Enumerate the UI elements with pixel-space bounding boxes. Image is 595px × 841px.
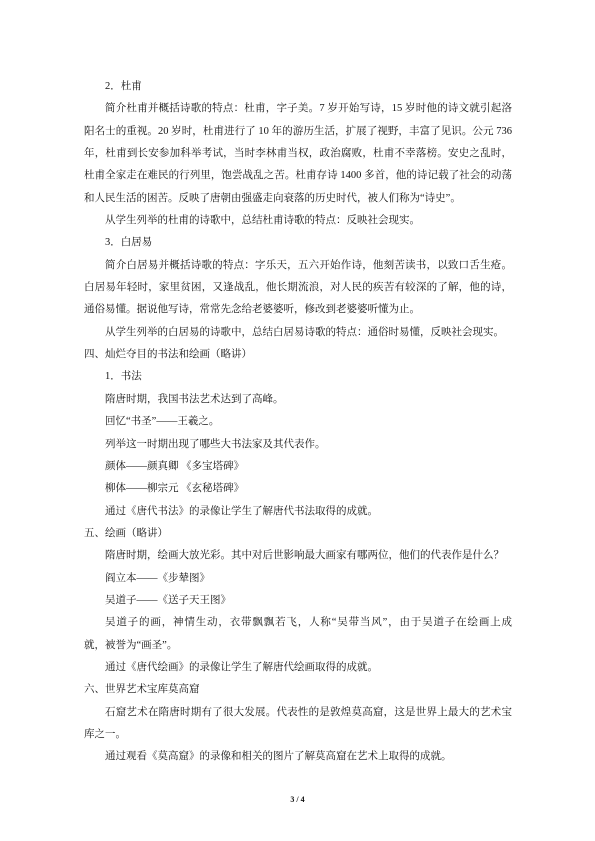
subheading-bai-juyi: [84, 232, 512, 254]
paragraph-bai-juyi-intro: [84, 255, 512, 322]
paragraph-wu-daozi: [84, 612, 512, 657]
subheading-text: 3．白居易: [105, 237, 153, 249]
subheading-text: 1．书法: [105, 371, 142, 383]
text-line: 杜甫全家走在难民的行列里，饱尝战乱之苦。杜甫存诗 1400 多首，他的诗记载了社会的动荡: [84, 170, 512, 182]
paragraph: [84, 657, 512, 679]
list-item: [84, 456, 512, 478]
text-line: 库之一。: [84, 728, 126, 740]
text-line: 通俗易懂。据说他写诗，常常先念给老婆婆听，修改到老婆婆听懂为止。: [84, 304, 420, 316]
text-line: 隋唐时期，我国书法艺术达到了高峰。: [105, 393, 284, 405]
text-line: 阳名士的重视。20 岁时，杜甫进行了 10 年的游历生活，扩展了视野，丰富了见识。公元 736: [84, 125, 512, 137]
section-heading-calligraphy-painting: [84, 344, 512, 366]
section-heading-text: 五、绘画（略讲）: [84, 527, 168, 539]
list-item: [84, 478, 512, 500]
text-line: 简介白居易并概括诗歌的特点：字乐天，五六开始作诗，他刻苦读书，以致口舌生疮。: [105, 259, 512, 271]
text-line: 从学生列举的杜甫的诗歌中，总结杜甫诗歌的特点：反映社会现实。: [105, 215, 420, 227]
text-line: 石窟艺术在隋唐时期有了很大发展。代表性的是敦煌莫高窟，这是世界上最大的艺术宝: [105, 706, 512, 718]
text-line: 阎立本——《步辇图》: [105, 572, 210, 584]
subheading-calligraphy: [84, 366, 512, 388]
list-item: [84, 568, 512, 590]
subheading-du-fu: [84, 76, 512, 98]
section-heading-text: 六、世界艺术宝库莫高窟: [84, 684, 200, 696]
text-line: 列举这一时期出现了哪些大书法家及其代表作。: [105, 438, 326, 450]
text-line: 和人民生活的困苦。反映了唐朝由强盛走向衰落的历史时代，被人们称为“诗史”。: [84, 192, 461, 204]
paragraph-du-fu-intro: [84, 98, 512, 210]
paragraph-bai-juyi-summary: [84, 322, 512, 344]
text-line: 就，被誉为“画圣”。: [84, 639, 178, 651]
text-line: 颜体——颜真卿 《多宝塔碑》: [105, 460, 245, 472]
paragraph: [84, 434, 512, 456]
paragraph: [84, 545, 512, 567]
paragraph-du-fu-summary: [84, 210, 512, 232]
section-heading-mogao-caves: [84, 679, 512, 701]
text-line: 回忆“书圣”——王羲之。: [105, 416, 220, 428]
text-line: 吴道子的画，神情生动，衣带飘飘若飞，人称“吴带当风”，由于吴道子在绘画上成: [105, 617, 512, 629]
text-line: 隋唐时期，绘画大放光彩。其中对后世影响最大画家有哪两位，他们的代表作是什么？: [105, 550, 504, 562]
subheading-text: 2．杜甫: [105, 81, 142, 92]
page-number: 3 / 4: [290, 795, 305, 804]
text-line: 年，杜甫到长安参加科举考试，当时李林甫当权，政治腐败，杜甫不幸落榜。安史之乱时，: [84, 148, 512, 160]
text-line: 简介杜甫并概括诗歌的特点：杜甫，字子美。7 岁开始写诗，15 岁时他的诗文就引起洛: [105, 103, 512, 115]
list-item: [84, 590, 512, 612]
text-line: 柳体——柳宗元 《玄秘塔碑》: [105, 483, 245, 495]
paragraph-grotto-art: [84, 702, 512, 747]
text-line: 通过《唐代书法》的录像让学生了解唐代书法取得的成就。: [105, 505, 378, 517]
section-heading-text: 四、灿烂夺目的书法和绘画（略讲）: [84, 349, 252, 361]
text-line: 白居易年轻时，家里贫困，又逢战乱，他长期流浪，对人民的疾苦有较深的了解，他的诗，: [84, 282, 512, 294]
text-body: [84, 76, 512, 769]
text-line: 吴道子——《送子天王图》: [105, 594, 231, 606]
text-line: 通过观看《莫高窟》的录像和相关的图片了解莫高窟在艺术上取得的成就。: [105, 751, 452, 763]
section-heading-painting: [84, 523, 512, 545]
paragraph: [84, 501, 512, 523]
paragraph: [84, 746, 512, 768]
text-line: 从学生列举的白居易的诗歌中，总结白居易诗歌的特点：通俗时易懂，反映社会现实。: [105, 326, 504, 338]
paragraph: [84, 411, 512, 433]
text-line: 通过《唐代绘画》的录像让学生了解唐代绘画取得的成就。: [105, 661, 378, 673]
paragraph: [84, 389, 512, 411]
